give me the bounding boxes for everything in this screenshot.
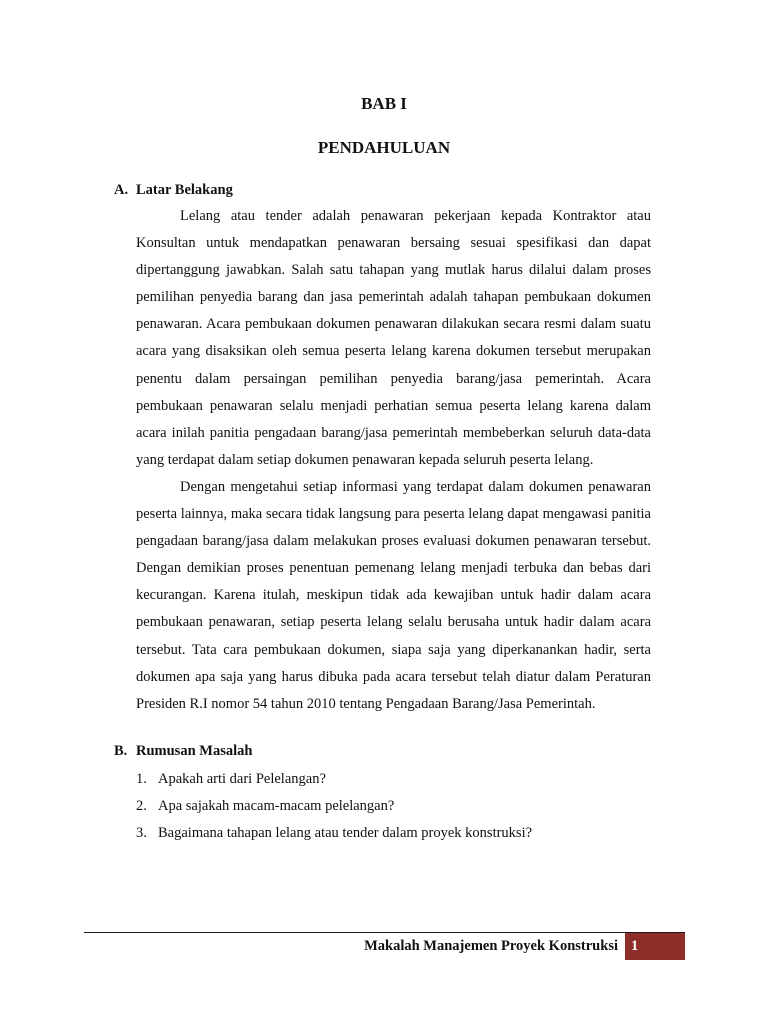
section-b-letter: B. <box>114 743 128 759</box>
footer-divider <box>84 932 685 933</box>
section-b-heading <box>114 743 252 760</box>
section-b-title: Rumusan Masalah <box>136 743 253 759</box>
chapter-label: BAB I <box>361 94 407 113</box>
section-a-title: Latar Belakang <box>136 182 233 198</box>
list-item <box>136 793 651 820</box>
footer-title: Makalah Manajemen Proyek Konstruksi <box>364 938 618 954</box>
chapter-title: PENDAHULUAN <box>317 138 451 157</box>
list-item-number: 2. <box>136 798 147 814</box>
list-item-text: Bagaimana tahapan lelang atau tender dalam proyek konstruksi? <box>158 825 533 841</box>
background-paragraph-2: Dengan mengetahui setiap informasi yang terdapat dalam dokumen penawaran peserta lainnya, maka secara tidak langsung para peserta lelang dapat mengawasi panitia pengadaan barang/jasa dalam melakukan proses evaluasi dokumen penawaran tersebut. Dengan demikian proses penentuan pemenang lelang menjadi terbuka dan bebas dari kecurangan. Karena itulah, meskipun tidak ada kewajiban untuk hadir dalam acara pembukaan penawaran, setiap peserta lelang selalu berusaha untuk hadir dalam acara tersebut. Tata cara pembukaan dokumen, siapa saja yang diperkanankan hadir, serta dokumen apa saja yang harus dibuka pada acara tersebut telah diatur dalam Peraturan Presiden R.I nomor 54 tahun 2010 tentang Pengadaan Barang/Jasa Pemerintah. <box>136 479 651 712</box>
list-item <box>136 766 651 793</box>
list-item <box>136 820 651 847</box>
list-item-text: Apakah arti dari Pelelangan? <box>158 771 326 787</box>
background-paragraph-1: Lelang atau tender adalah penawaran pekerjaan kepada Kontraktor atau Konsultan untuk mendapatkan penawaran bersaing sesuai spesifikasi dan dapat dipertanggung jawabkan. Salah satu tahapan yang mutlak harus dilalui dalam proses pemilihan penyedia barang dan jasa pemerintah adalah tahapan pembukaan dokumen penawaran. Acara pembukaan dokumen penawaran dilakukan secara resmi dalam suatu acara yang disaksikan oleh semua peserta lelang karena dokumen tersebut merupakan penentu dalam persaingan pemilihan penyedia barang/jasa pemerintah. Acara pembukaan penawaran selalu menjadi perhatian semua peserta lelang karena dalam acara inilah panitia pengadaan barang/jasa pemerintah membeberkan seluruh data-data yang terdapat dalam setiap dokumen penawaran kepada seluruh peserta lelang. <box>136 208 651 468</box>
list-item-number: 1. <box>136 771 147 787</box>
list-item-number: 3. <box>136 825 147 841</box>
page-number-badge: 1 <box>625 933 685 960</box>
section-a-letter: A. <box>114 182 129 198</box>
section-a-heading <box>114 182 233 199</box>
list-item-text: Apa sajakah macam-macam pelelangan? <box>158 798 395 814</box>
problem-list <box>136 766 651 847</box>
